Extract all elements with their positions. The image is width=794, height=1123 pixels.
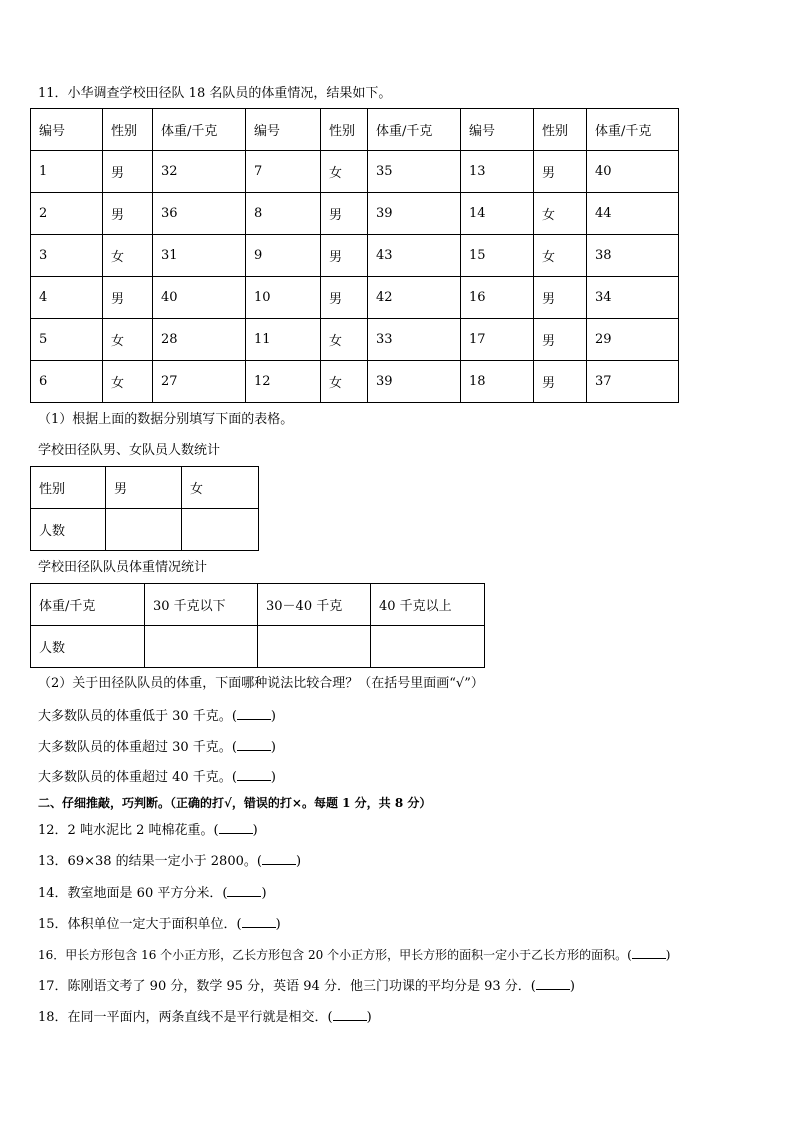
table-cell: 14 <box>461 193 534 235</box>
answer-cell-male[interactable] <box>106 509 182 551</box>
option-text: 大多数队员的体重超过 40 千克。 <box>38 770 232 785</box>
item-text: 17．陈刚语文考了 90 分，数学 95 分，英语 94 分．他三门功课的平均分是 93 分． <box>38 979 531 994</box>
row-label-cell: 人数 <box>31 626 145 668</box>
paren-close: ) <box>270 709 276 724</box>
table-cell: 32 <box>153 151 246 193</box>
table-cell: 35 <box>368 151 461 193</box>
header-cell: 性别 <box>103 109 153 151</box>
table-cell: 17 <box>461 319 534 361</box>
header-cell: 性别 <box>534 109 587 151</box>
judge-item <box>38 821 258 839</box>
part-2-instruction: （2）关于田径队队员的体重，下面哪种说法比较合理？（在括号里面画“√”） <box>38 676 484 691</box>
header-cell: 女 <box>182 467 259 509</box>
header-cell: 体重/千克 <box>368 109 461 151</box>
table-cell: 15 <box>461 235 534 277</box>
part-1-instruction: （1）根据上面的数据分别填写下面的表格。 <box>38 412 294 427</box>
table-cell: 42 <box>368 277 461 319</box>
header-cell: 性别 <box>321 109 368 151</box>
answer-cell[interactable] <box>258 626 371 668</box>
paren-open: ( <box>256 854 262 869</box>
table-cell: 9 <box>246 235 321 277</box>
header-cell: 40 千克以上 <box>371 584 485 626</box>
answer-cell-female[interactable] <box>182 509 259 551</box>
table-cell: 男 <box>103 151 153 193</box>
paren-open: ( <box>530 979 536 994</box>
table-cell: 1 <box>31 151 103 193</box>
table-cell: 40 <box>587 151 679 193</box>
table-cell: 男 <box>103 193 153 235</box>
row-label-cell: 人数 <box>31 509 106 551</box>
table-cell: 16 <box>461 277 534 319</box>
judge-item <box>38 1008 372 1026</box>
header-cell: 性别 <box>31 467 106 509</box>
paren-close: ) <box>366 1010 372 1025</box>
answer-blank[interactable] <box>536 977 570 990</box>
table-cell: 女 <box>103 319 153 361</box>
table-cell: 39 <box>368 193 461 235</box>
weight-range-table <box>30 583 485 668</box>
table-cell: 男 <box>321 235 368 277</box>
table-cell: 28 <box>153 319 246 361</box>
weight-table-caption: 学校田径队队员体重情况统计 <box>38 560 208 575</box>
table-cell: 女 <box>534 193 587 235</box>
paren-close: ) <box>569 979 575 994</box>
table-cell: 女 <box>321 319 368 361</box>
table-cell: 27 <box>153 361 246 403</box>
table-cell: 男 <box>321 193 368 235</box>
header-cell: 编号 <box>31 109 103 151</box>
paren-open: ( <box>231 740 237 755</box>
item-text: 16．甲长方形包含 16 个小正方形，乙长方形包含 20 个小正方形，甲长方形的面积一定小于乙长方形的面积。 <box>38 948 628 962</box>
table-cell: 女 <box>103 361 153 403</box>
option-item <box>38 768 276 786</box>
item-text: 14．教室地面是 60 平方分米． <box>38 886 223 901</box>
paren-open: ( <box>222 886 228 901</box>
table-row <box>31 235 679 277</box>
table-row <box>31 361 679 403</box>
table-cell: 男 <box>534 361 587 403</box>
header-cell: 编号 <box>246 109 321 151</box>
table-header-row <box>31 109 679 151</box>
paren-close: ) <box>295 854 302 869</box>
table-cell: 10 <box>246 277 321 319</box>
gender-table-caption: 学校田径队男、女队员人数统计 <box>38 443 221 458</box>
weight-data-table <box>30 108 679 403</box>
paren-open: ( <box>236 917 242 932</box>
table-cell: 5 <box>31 319 103 361</box>
item-text: 15．体积单位一定大于面积单位． <box>38 917 237 932</box>
table-cell: 男 <box>534 151 587 193</box>
table-cell: 33 <box>368 319 461 361</box>
judge-item <box>38 852 301 870</box>
header-cell: 体重/千克 <box>153 109 246 151</box>
paren-open: ( <box>213 823 219 838</box>
table-cell: 43 <box>368 235 461 277</box>
table-cell: 男 <box>534 319 587 361</box>
table-cell: 8 <box>246 193 321 235</box>
paren-open: ( <box>627 948 632 962</box>
header-cell: 男 <box>106 467 182 509</box>
answer-blank[interactable] <box>262 852 296 865</box>
table-cell: 40 <box>153 277 246 319</box>
question-11-title: 11．小华调查学校田径队 18 名队员的体重情况，结果如下。 <box>38 86 392 101</box>
table-cell: 女 <box>103 235 153 277</box>
table-cell: 39 <box>368 361 461 403</box>
gender-count-table <box>30 466 259 551</box>
table-cell: 男 <box>103 277 153 319</box>
table-row <box>31 151 679 193</box>
item-text: 18．在同一平面内，两条直线不是平行就是相交． <box>38 1010 328 1025</box>
paren-open: ( <box>327 1010 333 1025</box>
paren-close: ) <box>665 948 671 962</box>
judge-item <box>38 915 281 933</box>
table-cell: 6 <box>31 361 103 403</box>
table-cell: 11 <box>246 319 321 361</box>
judge-item <box>38 946 670 963</box>
table-cell: 女 <box>321 151 368 193</box>
option-item <box>38 707 276 725</box>
table-row <box>31 319 679 361</box>
answer-blank[interactable] <box>632 946 666 959</box>
answer-cell[interactable] <box>145 626 258 668</box>
table-cell: 38 <box>587 235 679 277</box>
answer-blank[interactable] <box>237 768 271 781</box>
table-cell: 31 <box>153 235 246 277</box>
option-item <box>38 738 276 756</box>
table-cell: 女 <box>534 235 587 277</box>
table-cell: 36 <box>153 193 246 235</box>
item-text: 13．69×38 的结果一定小于 2800。 <box>38 854 257 869</box>
table-cell: 7 <box>246 151 321 193</box>
option-text: 大多数队员的体重低于 30 千克。 <box>38 709 232 724</box>
header-cell: 体重/千克 <box>31 584 145 626</box>
table-cell: 12 <box>246 361 321 403</box>
judge-item <box>38 977 575 995</box>
table-cell: 44 <box>587 193 679 235</box>
answer-blank[interactable] <box>219 821 253 834</box>
header-cell: 30 千克以下 <box>145 584 258 626</box>
answer-cell[interactable] <box>371 626 485 668</box>
header-cell: 30－40 千克 <box>258 584 371 626</box>
header-cell: 编号 <box>461 109 534 151</box>
answer-blank[interactable] <box>242 915 276 928</box>
section-2-title: 二、仔细推敲，巧判断。（正确的打√，错误的打×。每题 1 分，共 8 分） <box>38 796 432 810</box>
paren-close: ) <box>275 917 281 932</box>
paren-close: ) <box>270 770 276 785</box>
table-cell: 29 <box>587 319 679 361</box>
paren-open: ( <box>231 709 237 724</box>
paren-close: ) <box>261 886 267 901</box>
table-cell: 3 <box>31 235 103 277</box>
table-cell: 37 <box>587 361 679 403</box>
answer-blank[interactable] <box>237 738 271 751</box>
table-cell: 男 <box>321 277 368 319</box>
paren-open: ( <box>231 770 237 785</box>
table-cell: 2 <box>31 193 103 235</box>
table-cell: 男 <box>534 277 587 319</box>
table-row <box>31 193 679 235</box>
table-cell: 34 <box>587 277 679 319</box>
item-text: 12．2 吨水泥比 2 吨棉花重。 <box>38 823 214 838</box>
header-cell: 体重/千克 <box>587 109 679 151</box>
table-cell: 13 <box>461 151 534 193</box>
answer-blank[interactable] <box>227 884 261 897</box>
judge-item <box>38 884 267 902</box>
paren-close: ) <box>252 823 258 838</box>
table-cell: 18 <box>461 361 534 403</box>
answer-blank[interactable] <box>237 707 271 720</box>
option-text: 大多数队员的体重超过 30 千克。 <box>38 740 232 755</box>
table-cell: 女 <box>321 361 368 403</box>
answer-blank[interactable] <box>333 1008 367 1021</box>
paren-close: ) <box>270 740 276 755</box>
table-cell: 4 <box>31 277 103 319</box>
table-row <box>31 277 679 319</box>
